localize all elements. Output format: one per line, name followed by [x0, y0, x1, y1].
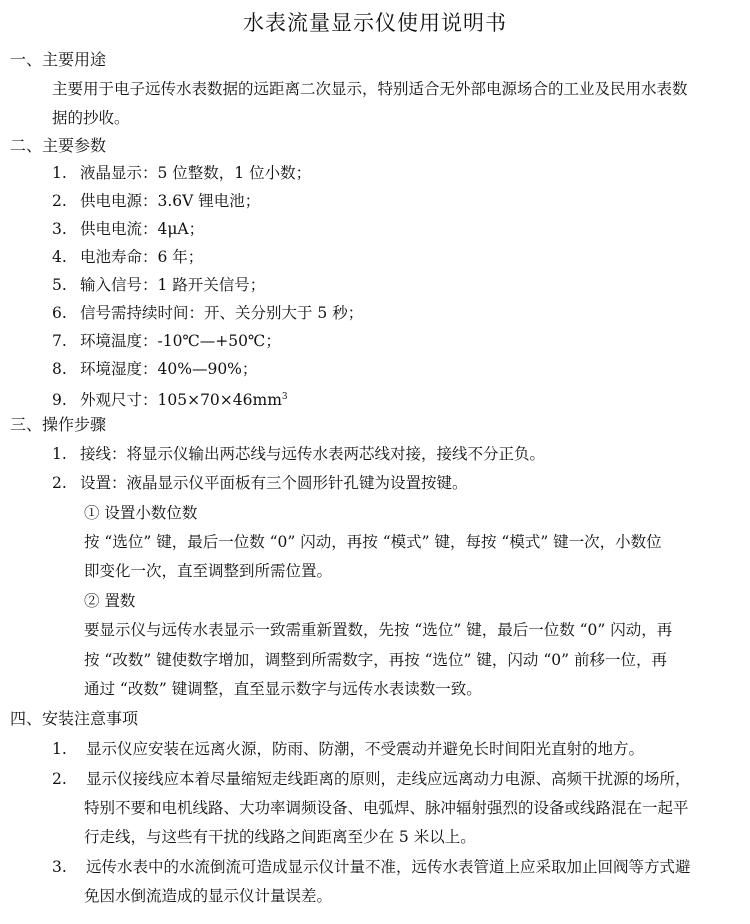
install-num: 3. [52, 858, 67, 876]
section-heading-parameters: 二、主要参数 [10, 136, 107, 155]
param-item [52, 357, 257, 381]
param-num: 8. [52, 360, 67, 378]
usage-paragraph-line-1: 主要用于电子远传水表数据的远距离二次显示，特别适合无外部电源场合的工业及民用水表数 [52, 80, 688, 98]
install-text-cont: 免因水倒流造成的显示仪计量误差。 [84, 887, 333, 905]
param-text: 输入信号：1 路开关信号； [80, 276, 266, 294]
install-num: 2. [52, 770, 67, 788]
section-heading-operation: 三、操作步骤 [10, 415, 107, 434]
section-heading-usage: 一、主要用途 [10, 50, 107, 69]
param-num: 9. [52, 391, 67, 410]
usage-paragraph-line-2: 据的抄收。 [52, 109, 130, 127]
param-num: 5. [52, 276, 67, 294]
operation-num: 2. [52, 474, 67, 492]
install-text-cont: 特别不要和电机线路、大功率调频设备、电弧焊、脉冲辐射强烈的设备或线路混在一起平 [84, 799, 689, 817]
param-item [52, 245, 203, 269]
document-title: 水表流量显示仪使用说明书 [243, 11, 507, 35]
decimal-text-line-2: 即变化一次，直至调整到所需位置。 [84, 562, 333, 580]
sub-heading-decimal: ① 设置小数位数 [84, 504, 198, 522]
install-num: 1. [52, 740, 67, 758]
param-num: 1. [52, 164, 67, 182]
param-text: 环境温度：-10℃—+50℃； [80, 332, 281, 350]
param-item [52, 161, 311, 185]
param-text: 环境湿度：40%—90%； [80, 360, 258, 378]
sub-heading-setnumber: ② 置数 [84, 592, 136, 610]
param-item [52, 301, 363, 325]
param-item [52, 385, 288, 412]
install-text: 显示仪接线应本着尽量缩短走线距离的原则，走线应远离动力电源、高频干扰源的场所， [86, 770, 691, 788]
install-item [52, 855, 691, 879]
param-text: 供电电流：4μA； [80, 220, 205, 238]
param-text: 电池寿命：6 年； [80, 248, 204, 266]
operation-text: 接线：将显示仪输出两芯线与远传水表两芯线对接，接线不分正负。 [80, 445, 546, 463]
param-num: 6. [52, 304, 67, 322]
operation-num: 1. [52, 445, 67, 463]
param-text: 外观尺寸：105×70×46mm [80, 391, 282, 410]
install-text: 远传水表中的水流倒流可造成显示仪计量不准，远传水表管道上应采取加止回阀等方式避 [86, 858, 691, 876]
section-heading-installation: 四、安装注意事项 [10, 709, 139, 728]
param-superscript: 3 [281, 392, 288, 402]
param-text: 液晶显示：5 位整数，1 位小数； [80, 164, 312, 182]
param-num: 4. [52, 248, 67, 266]
param-item [52, 329, 281, 353]
install-item [52, 737, 644, 761]
decimal-text-line-1: 按 “选位” 键，最后一位数 “0” 闪动，再按 “模式” 键，每按 “模式” 键一次，小数位 [84, 533, 662, 551]
param-item [52, 217, 204, 241]
operation-item [52, 442, 545, 466]
install-text: 显示仪应安装在远离火源，防雨、防潮，不受震动并避免长时间阳光直射的地方。 [86, 740, 645, 758]
install-text-cont: 行走线，与这些有干扰的线路之间距离至少在 5 米以上。 [84, 828, 476, 846]
param-num: 7. [52, 332, 67, 350]
setnumber-text-line-1: 要显示仪与远传水表显示一致需重新置数，先按 “选位” 键，最后一位数 “0” 闪动，再 [84, 621, 673, 639]
operation-text: 设置：液晶显示仪平面板有三个圆形针孔键为设置按键。 [80, 474, 468, 492]
param-num: 3. [52, 220, 67, 238]
param-num: 2. [52, 192, 67, 210]
param-item [52, 189, 260, 213]
setnumber-text-line-3: 通过 “改数” 键调整，直至显示数字与远传水表读数一致。 [84, 680, 482, 698]
param-text: 供电电源：3.6V 锂电池； [80, 192, 261, 210]
param-item [52, 273, 265, 297]
setnumber-text-line-2: 按 “改数” 键使数字增加，调整到所需数字，再按 “选位” 键，闪动 “0” 前移一位，再 [84, 651, 667, 669]
operation-item [52, 471, 468, 495]
param-text: 信号需持续时间：开、关分别大于 5 秒； [80, 304, 364, 322]
install-item [52, 767, 691, 791]
